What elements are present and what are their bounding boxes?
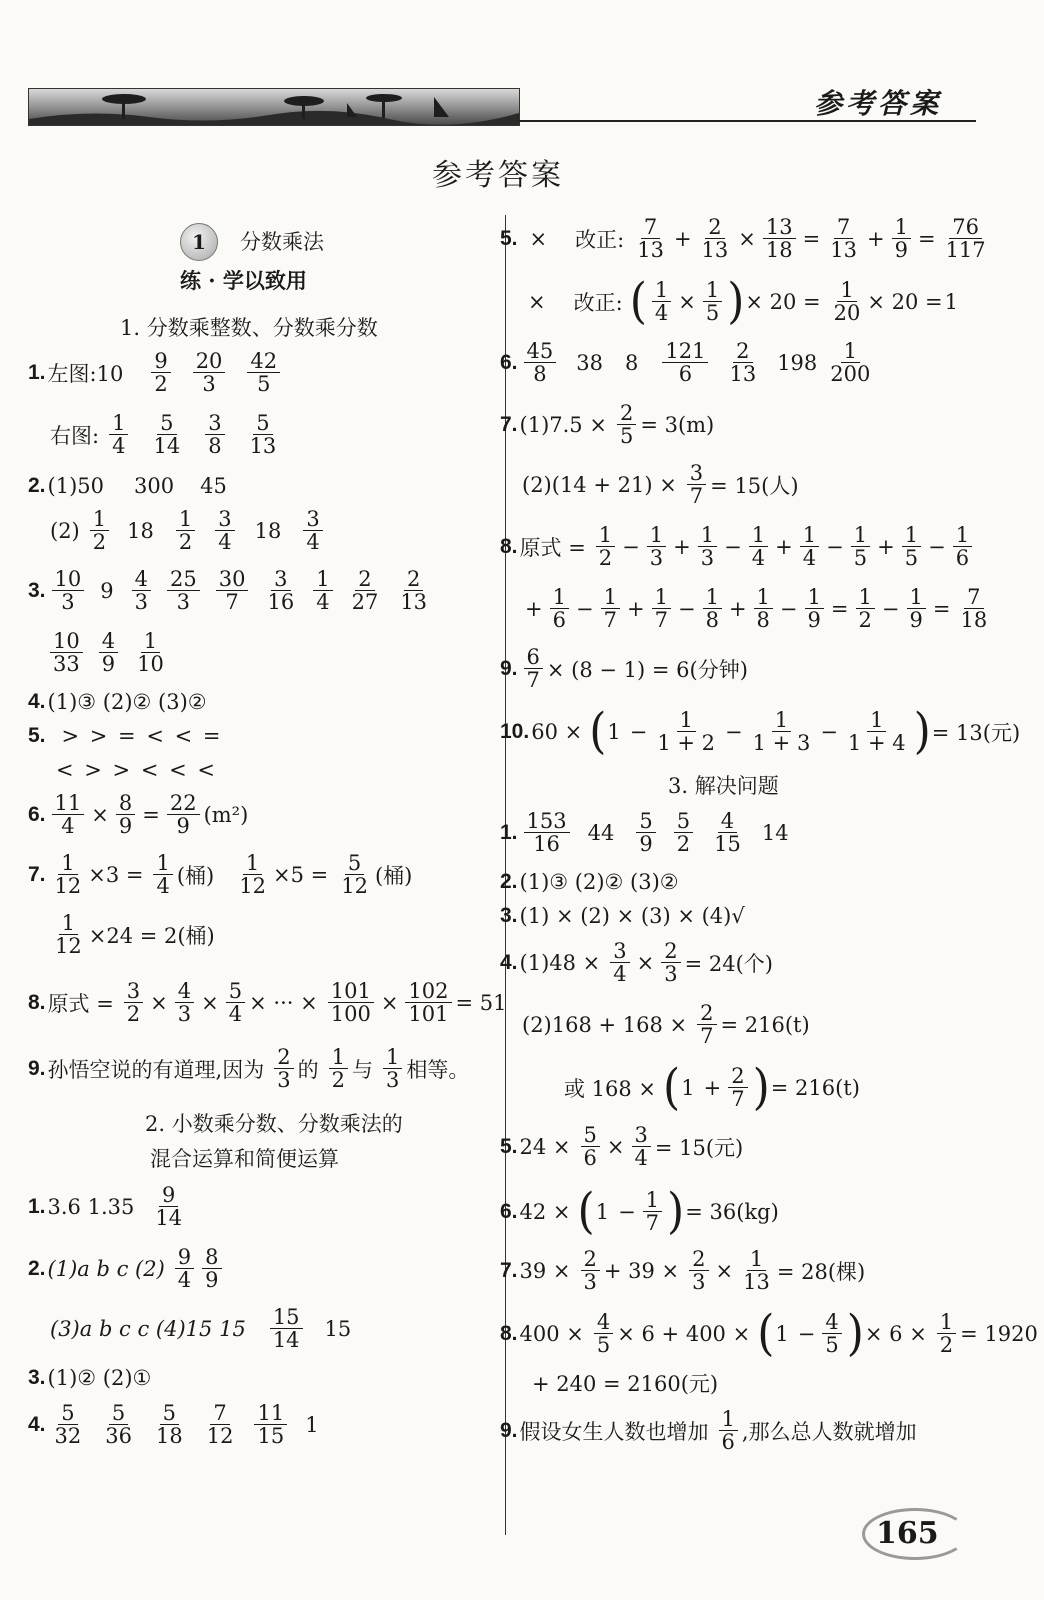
right-answer-5a: 5. × 改正: $\frac{7}{13}$ + $\frac{2}{13}$ × $\frac{13}{18}$ = $\frac{7}{13}$ + $\frac{1}{9}$ = $\frac{76}{117}$ <box>500 215 986 263</box>
right-answer-8a: 8. 原式 = $\frac{1}{2}$ − $\frac{1}{3}$ + $\frac{1}{3}$ − $\frac{1}{4}$ + $\frac{1}{4}$ − $\frac{1}{5}$ + $\frac{1}{5}$ − $\frac{1}{6}$ <box>500 524 976 569</box>
answer-6: 6. $\frac{11}{4}$ × $\frac{8}{9}$ = $\frac{22}{9}$ (m²) <box>28 791 249 839</box>
right-answer-6: 6. $\frac{45}{8}$ 38 8 $\frac{121}{6}$ $\frac{2}{13}$ 198 $\frac{1}{200}$ <box>500 339 871 387</box>
unit-title: 分数乘法 <box>240 230 324 254</box>
section-heading-1: 1. 分数乘整数、分数乘分数 <box>120 316 378 340</box>
answer-7-row1: 7. $\frac{1}{12}$ ×3 = $\frac{1}{4}$ (桶) $\frac{1}{12}$ ×5 = $\frac{5}{12}$ (桶) <box>28 851 413 899</box>
section-heading-2b: 混合运算和简便运算 <box>150 1147 339 1171</box>
s3-answer-4b: (2)168 + 168 × $\frac{2}{7}$ = 216(t) <box>522 1001 810 1049</box>
answer-3-row2: $\frac{10}{33}$ $\frac{4}{9}$ $\frac{1}{10}$ <box>46 630 171 675</box>
s3-answer-5: 5. 24 × $\frac{5}{6}$ × $\frac{3}{4}$ = 15(元) <box>500 1123 744 1171</box>
answer-3-row1: 3. $\frac{10}{3}$ 9 $\frac{4}{3}$ $\frac{25}{3}$ $\frac{30}{7}$ $\frac{3}{16}$ $\frac{1}{4}$ $\frac{2}{27}$ $\frac{2}{13}$ <box>28 567 428 615</box>
page-number: 165 <box>876 1516 939 1551</box>
section-heading-2a: 2. 小数乘分数、分数乘法的 <box>145 1112 403 1136</box>
answer-7-row2: $\frac{1}{12}$ ×24 = 2(桶) <box>55 911 215 959</box>
answer-5-row2: < > > < < < <box>56 758 217 782</box>
palm-landscape-icon <box>29 89 519 125</box>
header-label: 参考答案 <box>814 87 943 120</box>
answer-5-row1: 5. > > = < < = <box>28 724 223 748</box>
answer-8: 8. 原式 = $\frac{3}{2}$ × $\frac{4}{3}$ × $\frac{5}{4}$ × ··· × $\frac{101}{100}$ × $\frac{102}{101}$ = 51 <box>28 979 507 1027</box>
l2-answer-4: 4. $\frac{5}{32}$ $\frac{5}{36}$ $\frac{5}{18}$ $\frac{7}{12}$ $\frac{11}{15}$ 1 <box>28 1401 319 1449</box>
right-answer-7b: (2)(14 + 21) × $\frac{3}{7}$ = 15(人) <box>522 461 799 509</box>
s3-answer-8b: + 240 = 2160(元) <box>532 1372 719 1396</box>
header-banner <box>28 88 520 126</box>
right-answer-10: 10. 60 × ( 1 − $\frac{1}{1 + 2}$ − $\frac{1}{1 + 3}$ − $\frac{1}{1 + 4}$ ) = 13(元) <box>500 703 1021 760</box>
s3-answer-6: 6. 42 × ( 1 − $\frac{1}{7}$ ) = 36(kg) <box>500 1183 779 1240</box>
answer-2-part2: (2) $\frac{1}{2}$ 18 $\frac{1}{2}$ $\frac{3}{4}$ 18 $\frac{3}{4}$ <box>50 508 327 553</box>
s3-answer-4a: 4. (1)48 × $\frac{3}{4}$ × $\frac{2}{3}$ = 24(个) <box>500 939 774 987</box>
right-answer-9: 9. $\frac{6}{7}$ × (8 − 1) = 6(分钟) <box>500 645 748 693</box>
answer-9: 9. 孙悟空说的有道理,因为 $\frac{2}{3}$ 的 $\frac{1}{2}$ 与 $\frac{1}{3}$ 相等。 <box>28 1045 470 1093</box>
s3-answer-4c: 或 168 × ( 1 + $\frac{2}{7}$ ) = 216(t) <box>564 1059 860 1116</box>
l2-answer-1: 1. 3.6 1.35 $\frac{9}{14}$ <box>28 1183 183 1231</box>
unit-subtitle: 练 · 学以致用 <box>180 268 307 293</box>
s3-answer-2: 2. (1)③ (2)② (3)② <box>500 870 679 894</box>
header-rule <box>518 120 976 122</box>
s3-answer-1: 1. $\frac{153}{16}$ 44 $\frac{5}{9}$ $\frac{5}{2}$ $\frac{4}{15}$ 14 <box>500 809 789 857</box>
right-answer-8b: + $\frac{1}{6}$ − $\frac{1}{7}$ + $\frac{1}{7}$ − $\frac{1}{8}$ + $\frac{1}{8}$ − $\frac{1}{9}$ = $\frac{1}{2}$ − $\frac{1}{9}$ = $\frac{7}{18}$ <box>525 585 988 633</box>
right-answer-7a: 7. (1)7.5 × $\frac{2}{5}$ = 3(m) <box>500 401 715 449</box>
s3-answer-9: 9. 假设女生人数也增加 $\frac{1}{6}$ ,那么总人数就增加 <box>500 1407 917 1455</box>
l2-answer-3: 3. (1)② (2)① <box>28 1366 152 1390</box>
answer-4: 4. (1)③ (2)② (3)② <box>28 690 207 714</box>
l2-answer-2b: (3)a b c c (4)15 15 $\frac{15}{14}$ 15 <box>50 1305 352 1353</box>
l2-answer-2a: 2. (1)a b c (2) $\frac{9}{4}$ $\frac{8}{9}$ <box>28 1246 226 1291</box>
answer-1-left: 1. 左图:10 $\frac{9}{2}$ $\frac{20}{3}$ $\frac{42}{5}$ <box>28 350 284 395</box>
answer-1-right: 右图: $\frac{1}{4}$ $\frac{5}{14}$ $\frac{3}{8}$ $\frac{5}{13}$ <box>50 411 277 459</box>
section-heading-3: 3. 解决问题 <box>668 774 779 798</box>
unit-badge: 1 <box>180 223 218 261</box>
page-title: 参考答案 <box>432 158 564 193</box>
s3-answer-7: 7. 39 × $\frac{2}{3}$ + 39 × $\frac{2}{3}$ × $\frac{1}{13}$ = 28(棵) <box>500 1247 866 1295</box>
s3-answer-3: 3. (1) × (2) × (3) × (4)√ <box>500 904 745 928</box>
answer-2-part1: 2. (1)50 300 45 <box>28 474 227 498</box>
right-answer-5b: × 改正: ( $\frac{1}{4}$ × $\frac{1}{5}$ ) × 20 = $\frac{1}{20}$ × 20 = 1 <box>528 273 959 330</box>
s3-answer-8a: 8. 400 × $\frac{4}{5}$ × 6 + 400 × ( 1 − $\frac{4}{5}$ ) × 6 × $\frac{1}{2}$ = 1920 <box>500 1305 1038 1362</box>
